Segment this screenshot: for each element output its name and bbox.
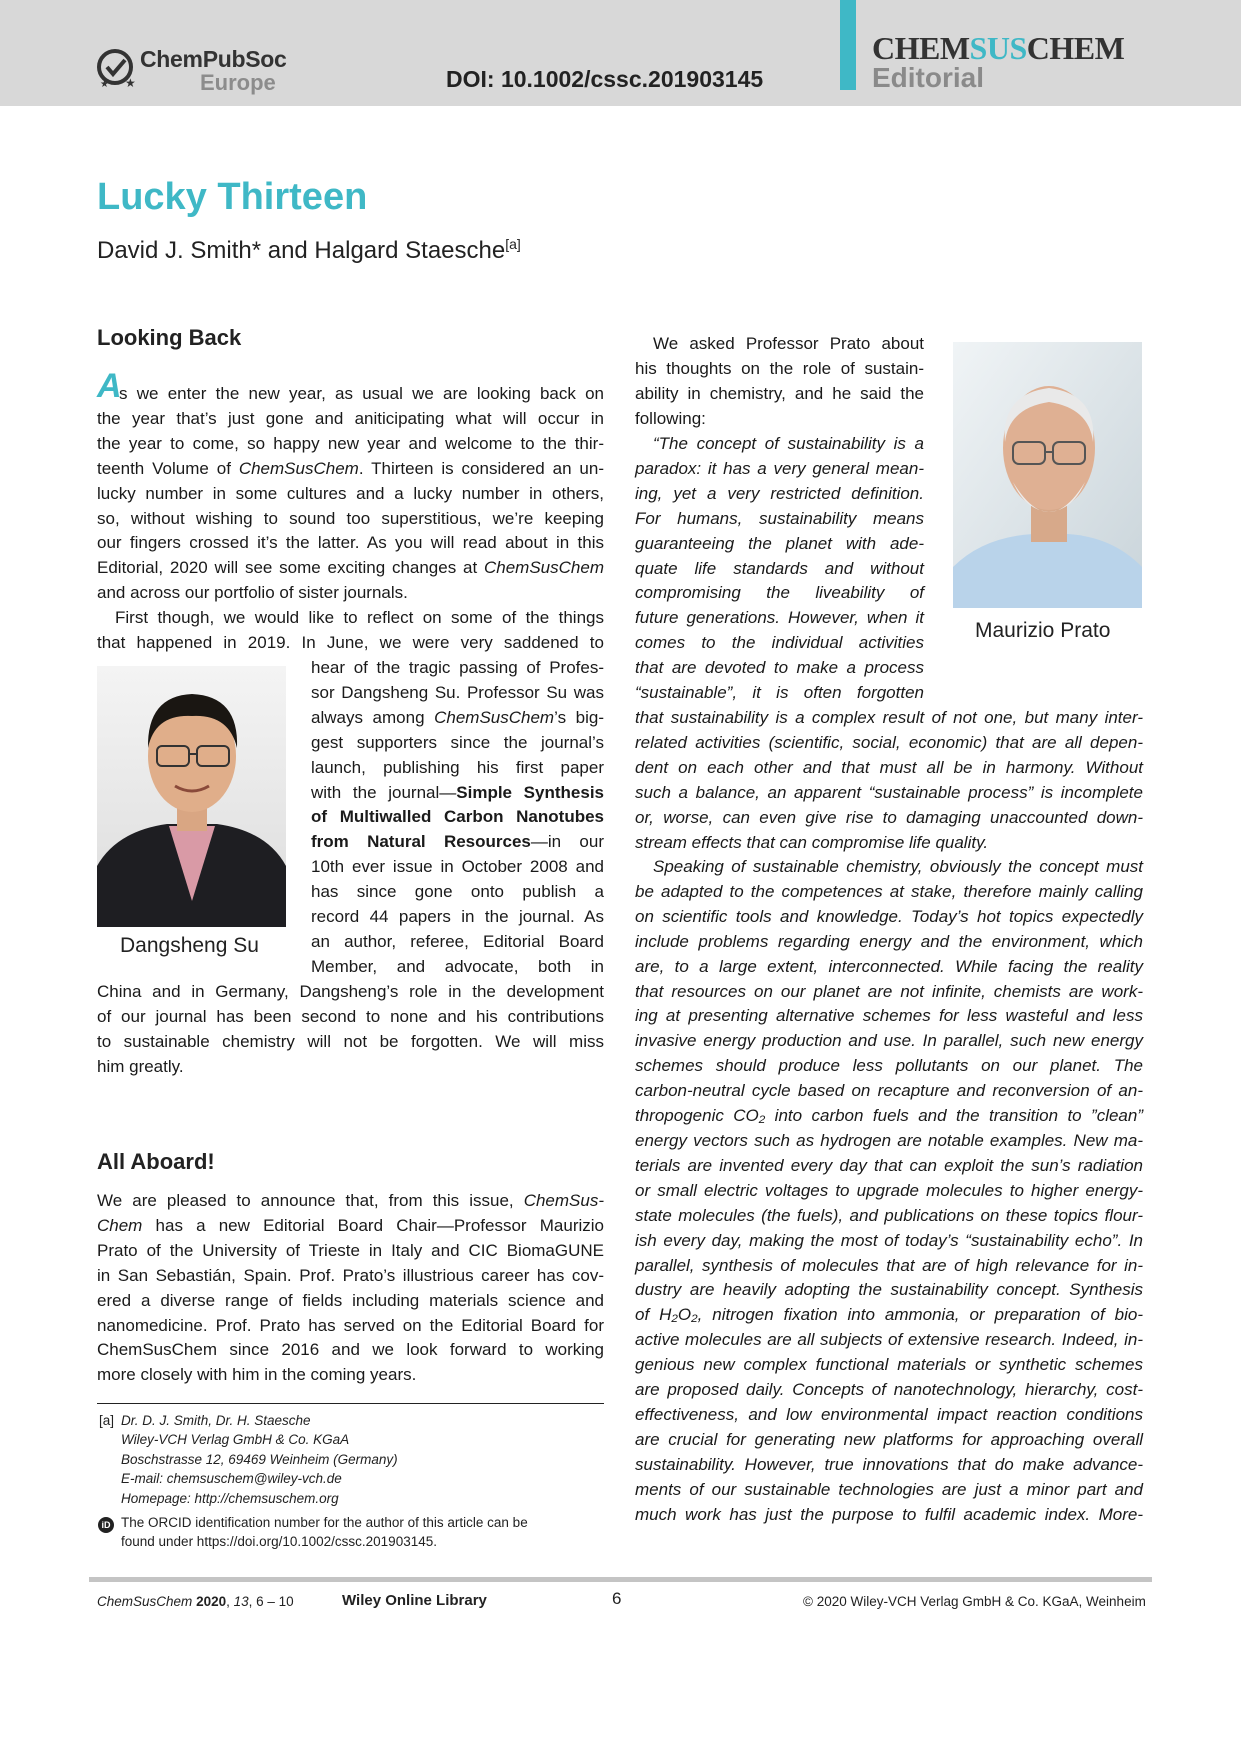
- footnote-line: Wiley-VCH Verlag GmbH & Co. KGaA: [121, 1432, 350, 1448]
- text-line: are proposed daily. Concepts of nanotechnology, hierarchy, cost-: [635, 1380, 1143, 1400]
- society-name: ChemPubSoc: [140, 46, 287, 72]
- text-line: that sustainability is a complex result of not one, but many inter-: [635, 708, 1143, 727]
- svg-text:★: ★: [125, 76, 136, 89]
- text-line: the year that’s just gone and aniticipating what will occur in: [97, 408, 604, 428]
- text-line: 10th ever issue in October 2008 and: [311, 857, 604, 877]
- footnote-line: Homepage: http://chemsuschem.org: [121, 1490, 339, 1506]
- text-line: are crucial for generating new platforms for approaching overall: [635, 1429, 1143, 1449]
- text-line: so, without wishing to sound too superstitious, we’re keeping: [97, 508, 604, 528]
- prato-intro-paragraph: [635, 332, 924, 432]
- text-line: ing at presenting alternative schemes for less wasteful and less: [635, 1006, 1143, 1026]
- text-line: “sustainable”, it is often forgotten: [635, 683, 924, 703]
- text-line: ability in chemistry, and he said the: [635, 383, 924, 403]
- citation: ChemSusChem 2020, 13, 6 – 10: [97, 1594, 294, 1609]
- text-line: quate life standards and without: [635, 558, 924, 578]
- orcid-icon: iD: [98, 1517, 114, 1533]
- text-line: sor Dangsheng Su. Professor Su was: [311, 682, 604, 702]
- text-line: our fingers crossed it’s the latter. As you will read about in this: [97, 533, 604, 553]
- text-line: related activities (scientific, social, economic) that are all depen-: [635, 732, 1143, 752]
- text-line: ing, yet a very restricted definition.: [635, 483, 924, 503]
- text-line: stream effects that can compromise life quality.: [635, 832, 989, 852]
- journal-logo: CHEMSUSCHEM: [872, 30, 1125, 66]
- text-line: are, to a large extent, interconnected. While facing the reality: [635, 956, 1143, 976]
- drop-cap: A: [97, 367, 122, 405]
- maurizio-prato-photo: [953, 342, 1142, 608]
- text-line: dent on each other and that must all be in harmony. Without: [635, 757, 1143, 777]
- text-line: much work has just the purpose to fulfil academic index. More-: [635, 1504, 1143, 1524]
- footnote-line: E-mail: chemsuschem@wiley-vch.de: [121, 1471, 342, 1487]
- text-line: to sustainable chemistry will not be forgotten. We will miss: [97, 1031, 604, 1051]
- text-line: has since gone onto publish a: [311, 882, 604, 902]
- looking-back-paragraph-1: [97, 382, 604, 606]
- text-line: dustry are heavily adopting the sustainability concept. Synthesis: [635, 1280, 1143, 1300]
- text-line: lucky number in some cultures and a lucky number in others,: [97, 483, 604, 503]
- text-line: his thoughts on the role of sustain-: [635, 358, 924, 378]
- prato-quote-paragraph-1: [635, 432, 924, 706]
- text-line: more closely with him in the coming years.: [97, 1365, 417, 1385]
- footer-rule: [89, 1577, 1152, 1582]
- orcid-note: [121, 1513, 528, 1552]
- text-line: China and in Germany, Dangsheng’s role in the development: [97, 982, 604, 1001]
- text-line: s we enter the new year, as usual we are looking back on: [119, 384, 604, 403]
- text-line: carbon-neutral cycle based on recapture and reconversion of an-: [635, 1081, 1143, 1101]
- text-line: guaranteeing the planet with ade-: [635, 533, 924, 553]
- society-region: Europe: [200, 70, 276, 95]
- text-line: For humans, sustainability means: [635, 508, 924, 528]
- footnote-line: Dr. D. J. Smith, Dr. H. Staesche: [121, 1413, 311, 1428]
- copyright: © 2020 Wiley-VCH Verlag GmbH & Co. KGaA, Weinheim: [803, 1594, 1146, 1609]
- text-line: and across our portfolio of sister journals.: [97, 583, 408, 603]
- chempubsoc-logo-icon: [97, 47, 139, 89]
- text-line: that happened in 2019. In June, we were very saddened to: [97, 632, 604, 652]
- text-line: that resources on our planet are not infinite, chemists are work-: [635, 981, 1143, 1001]
- text-line: him greatly.: [97, 1056, 184, 1076]
- text-line: or small electric voltages to upgrade molecules to higher energy-: [635, 1180, 1143, 1200]
- text-line: ments of our sustainable technologies are just a minor part and: [635, 1479, 1143, 1499]
- section-heading-looking-back: Looking Back: [97, 325, 242, 350]
- text-line: Chem has a new Editorial Board Chair—Professor Maurizio: [97, 1215, 604, 1235]
- text-line: always among ChemSusChem’s big-: [311, 707, 605, 727]
- footnote-line: Boschstrasse 12, 69469 Weinheim (Germany): [121, 1451, 398, 1467]
- text-line: terials are invented every day that can exploit the sun’s radiation: [635, 1155, 1143, 1175]
- text-line: “The concept of sustainability is a: [653, 434, 924, 453]
- text-line: or, worse, can even give rise to damaging unaccounted down-: [635, 807, 1143, 827]
- footnote-line: found under https://doi.org/10.1002/cssc.201903145.: [121, 1534, 437, 1550]
- footnote-rule: [97, 1403, 604, 1404]
- text-line: We asked Professor Prato about: [653, 334, 924, 353]
- looking-back-paragraph-2: [97, 606, 604, 656]
- text-line: state molecules (the fuels), and publications on these topics flour-: [635, 1205, 1143, 1225]
- dangsheng-su-photo: [97, 666, 286, 927]
- wiley-online-library-label: Wiley Online Library: [342, 1592, 487, 1609]
- text-line: with the journal—Simple Synthesis: [311, 782, 604, 802]
- text-line: invasive energy production and use. In parallel, such new energy: [635, 1031, 1143, 1051]
- maurizio-prato-caption: Maurizio Prato: [975, 619, 1111, 642]
- text-line: include problems regarding energy and the environment, which: [635, 931, 1143, 951]
- text-line: gest supporters since the journal’s: [311, 732, 604, 752]
- text-line: an author, referee, Editorial Board: [311, 931, 604, 951]
- text-line: such a balance, an apparent “sustainable process” is incomplete: [635, 782, 1143, 802]
- text-line: Prato of the University of Trieste in Italy and CIC BiomaGUNE: [97, 1240, 604, 1260]
- header-accent-stripe: [840, 0, 856, 90]
- looking-back-paragraph-2-end: [97, 980, 604, 1080]
- page-number: 6: [612, 1589, 622, 1608]
- text-line: sustainability. However, true innovations that do make advance-: [635, 1454, 1143, 1474]
- text-line: We are pleased to announce that, from this issue, ChemSus-: [97, 1191, 604, 1210]
- text-line: future generations. However, when it: [635, 608, 924, 628]
- article-type: Editorial: [872, 62, 985, 93]
- text-line: that are devoted to make a process: [635, 658, 924, 678]
- text-line: nanomedicine. Prof. Prato has served on the Editorial Board for: [97, 1315, 604, 1335]
- text-line: ChemSusChem since 2016 and we look forward to working: [97, 1340, 604, 1360]
- text-line: genious new complex functional materials or synthetic schemes: [635, 1355, 1143, 1375]
- text-line: of H₂O₂, nitrogen fixation into ammonia, or preparation of bio-: [635, 1305, 1143, 1325]
- dangsheng-su-caption: Dangsheng Su: [120, 934, 259, 957]
- text-line: be adapted to the competences at stake, therefore mainly calling: [635, 881, 1143, 901]
- text-line: First though, we would like to reflect on some of the things: [115, 608, 604, 627]
- looking-back-paragraph-2-wrap: [311, 656, 604, 980]
- text-line: Member, and advocate, both in: [311, 956, 604, 976]
- section-heading-all-aboard: All Aboard!: [97, 1149, 215, 1174]
- footnote-line: The ORCID identification number for the author of this article can be: [121, 1515, 528, 1530]
- text-line: thropogenic CO₂ into carbon fuels and the transition to ”clean”: [635, 1106, 1143, 1126]
- prato-quote-paragraph-2: [635, 855, 1143, 1527]
- text-line: ered a diverse range of fields including materials science and: [97, 1290, 604, 1310]
- text-line: comes to the individual activities: [635, 633, 924, 653]
- text-line: of Multiwalled Carbon Nanotubes: [311, 807, 604, 827]
- text-line: record 44 papers in the journal. As: [311, 907, 604, 927]
- text-line: parallel, synthesis of molecules that are of high relevance for in-: [635, 1255, 1143, 1275]
- text-line: paradox: it has a very general mean-: [635, 458, 924, 478]
- svg-text:★: ★: [100, 79, 109, 89]
- text-line: the year to come, so happy new year and welcome to the thir-: [97, 433, 604, 453]
- doi-label: DOI: 10.1002/cssc.201903145: [446, 66, 764, 92]
- text-line: active molecules are all subjects of extensive research. Indeed, in-: [635, 1330, 1143, 1350]
- text-line: hear of the tragic passing of Profes-: [311, 658, 604, 677]
- text-line: schemes should produce less pollutants on our planet. The: [635, 1056, 1143, 1076]
- affiliation-block: [121, 1411, 398, 1508]
- text-line: of our journal has been second to none and his contributions: [97, 1006, 604, 1026]
- prato-quote-paragraph-1-cont: [635, 706, 1143, 855]
- affiliation-label: [a]: [99, 1413, 115, 1428]
- article-title: Lucky Thirteen: [97, 176, 368, 218]
- text-line: following:: [635, 408, 706, 428]
- text-line: compromising the liveability of: [635, 583, 924, 603]
- text-line: Speaking of sustainable chemistry, obviously the concept must: [653, 857, 1143, 876]
- text-line: in San Sebastián, Spain. Prof. Prato’s illustrious career has cov-: [97, 1265, 604, 1285]
- text-line: Editorial, 2020 will see some exciting changes at ChemSusChem: [97, 558, 604, 578]
- text-line: energy vectors such as hydrogen are notable examples. New ma-: [635, 1130, 1143, 1150]
- text-line: ish every day, making the most of today’s “sustainability echo”. In: [635, 1230, 1143, 1250]
- text-line: on scientific tools and knowledge. Today’s hot topics expectedly: [635, 906, 1143, 926]
- text-line: from Natural Resources—in our: [311, 832, 604, 852]
- all-aboard-paragraph: [97, 1189, 604, 1388]
- text-line: effectiveness, and low environmental impact reaction conditions: [635, 1404, 1143, 1424]
- text-line: teenth Volume of ChemSusChem. Thirteen is considered an un-: [97, 458, 604, 478]
- author-list: David J. Smith* and Halgard Staesche[a]: [97, 236, 521, 264]
- text-line: launch, publishing his first paper: [311, 757, 604, 777]
